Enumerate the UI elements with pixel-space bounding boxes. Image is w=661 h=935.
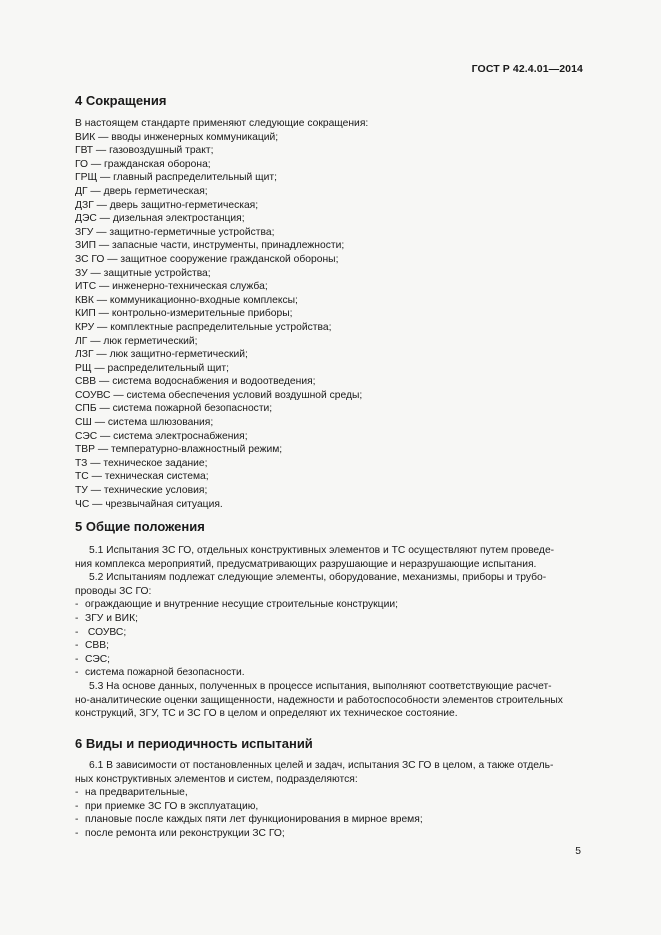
list-marker: -	[75, 800, 79, 812]
abbreviation-item: КВК — коммуникационно-входные комплексы;	[75, 294, 298, 306]
abbreviation-item: ТС — техническая система;	[75, 471, 209, 483]
list-item-text: ЗГУ и ВИК;	[85, 612, 138, 624]
abbreviation-item: ДЭС — дизельная электростанция;	[75, 213, 245, 225]
list-item-text: СЭС;	[85, 653, 111, 665]
paragraph-5-3-line-3: конструкций, ЗГУ, ТС и ЗС ГО в целом и определяют их техническое состояние.	[75, 708, 458, 720]
list-item-text: СОУВС;	[85, 626, 127, 638]
abbreviation-item: ЛГ — люк герметический;	[75, 335, 198, 347]
list-item-text: плановые после каждых пяти лет функционирования в мирное время;	[85, 814, 423, 826]
abbreviation-item: ИТС — инженерно-техническая служба;	[75, 281, 268, 293]
abbreviation-item: ТЗ — техническое задание;	[75, 457, 208, 469]
abbreviation-item: ЧС — чрезвычайная ситуация.	[75, 498, 223, 510]
list-item	[75, 786, 583, 800]
list-marker: -	[75, 667, 79, 679]
abbreviation-intro: В настоящем стандарте применяют следующие сокращения:	[75, 118, 369, 129]
list-item	[75, 639, 583, 653]
abbreviation-item: СОУВС — система обеспечения условий воздушной среды;	[75, 389, 363, 401]
list-item-text: на предварительные,	[85, 787, 188, 799]
paragraph-5-2-line-1: 5.2 Испытаниям подлежат следующие элементы, оборудование, механизмы, приборы и трубо-	[89, 572, 547, 584]
list-marker: -	[75, 612, 79, 624]
section-4-title: 4 Сокращения	[75, 93, 167, 108]
section-5-body	[75, 544, 583, 721]
list-item-text: ограждающие и внутренние несущие строительные конструкции;	[85, 599, 398, 611]
abbreviation-item: ТУ — технические условия;	[75, 485, 208, 497]
section-6-body	[75, 759, 583, 841]
abbreviation-item: СШ — система шлюзования;	[75, 417, 214, 429]
list-item	[75, 666, 583, 680]
paragraph-6-1-line-1: 6.1 В зависимости от постановленных целей и задач, испытания ЗС ГО в целом, а также отдель-	[89, 760, 554, 771]
abbreviation-item: ГО — гражданская оборона;	[75, 158, 211, 170]
list-item-text: СВВ;	[85, 640, 110, 652]
list-marker: -	[75, 787, 79, 799]
abbreviation-item: КИП — контрольно-измерительные приборы;	[75, 308, 293, 320]
abbreviation-item: ДЗГ — дверь защитно-герметическая;	[75, 199, 259, 211]
abbreviation-item: РЩ — распределительный щит;	[75, 362, 229, 374]
abbreviation-item: СВВ — система водоснабжения и водоотведения;	[75, 376, 316, 388]
list-item	[75, 612, 583, 626]
list-marker: -	[75, 653, 79, 665]
list-item	[75, 827, 583, 841]
abbreviation-item: ДГ — дверь герметическая;	[75, 185, 208, 197]
list-marker: -	[75, 599, 79, 611]
list-item	[75, 800, 583, 814]
list-item-text: после ремонта или реконструкции ЗС ГО;	[85, 827, 285, 839]
paragraph-6-1-line-2: ных конструктивных элементов и систем, подразделяются:	[75, 773, 358, 785]
paragraph-5-3-line-1: 5.3 На основе данных, полученных в процессе испытания, выполняют соответствующие расчет-	[89, 680, 552, 692]
section-6-1-list	[75, 786, 583, 840]
list-marker: -	[75, 814, 79, 826]
list-item	[75, 626, 583, 640]
abbreviation-item: ТВР — температурно-влажностный режим;	[75, 444, 283, 456]
abbreviation-item: ЗИП — запасные части, инструменты, принадлежности;	[75, 240, 345, 252]
abbreviation-item: СЭС — система электроснабжения;	[75, 430, 248, 442]
section-5-2-list	[75, 598, 583, 680]
abbreviation-items	[75, 131, 368, 512]
paragraph-5-2-line-2: проводы ЗС ГО:	[75, 585, 152, 597]
list-item	[75, 598, 583, 612]
abbreviation-item: СПБ — система пожарной безопасности;	[75, 403, 273, 415]
abbreviation-item: ГВТ — газовоздушный тракт;	[75, 145, 214, 157]
paragraph-5-1-line-1: 5.1 Испытания ЗС ГО, отдельных конструктивных элементов и ТС осуществляют путем проведе-	[89, 545, 555, 556]
paragraph-5-3-line-2: но-аналитические оценки защищенности, надежности и работоспособности элементов строительных	[75, 694, 563, 706]
section-6-title: 6 Виды и периодичность испытаний	[75, 736, 313, 751]
paragraph-5-1-line-2: ния комплекса мероприятий, предусматривающих разрушающие и неразрушающие испытания.	[75, 558, 537, 570]
abbreviation-item: ГРЩ — главный распределительный щит;	[75, 172, 277, 184]
page-number: 5	[575, 846, 581, 857]
list-marker: -	[75, 626, 79, 638]
abbreviation-item: ВИК — вводы инженерных коммуникаций;	[75, 131, 279, 143]
abbreviation-item: ЛЗГ — люк защитно-герметический;	[75, 349, 248, 361]
list-marker: -	[75, 827, 79, 839]
abbreviation-item: ЗС ГО — защитное сооружение гражданской обороны;	[75, 253, 339, 265]
abbreviation-item: ЗУ — защитные устройства;	[75, 267, 211, 279]
list-item-text: при приемке ЗС ГО в эксплуатацию,	[85, 800, 259, 812]
list-item-text: система пожарной безопасности.	[85, 667, 245, 679]
list-marker: -	[75, 640, 79, 652]
abbreviation-item: КРУ — комплектные распределительные устройства;	[75, 321, 332, 333]
document-code: ГОСТ Р 42.4.01—2014	[471, 63, 583, 75]
abbreviation-item: ЗГУ — защитно-герметичные устройства;	[75, 226, 275, 238]
list-item	[75, 813, 583, 827]
abbreviation-list	[75, 117, 368, 511]
list-item	[75, 653, 583, 667]
section-5-title: 5 Общие положения	[75, 519, 205, 534]
